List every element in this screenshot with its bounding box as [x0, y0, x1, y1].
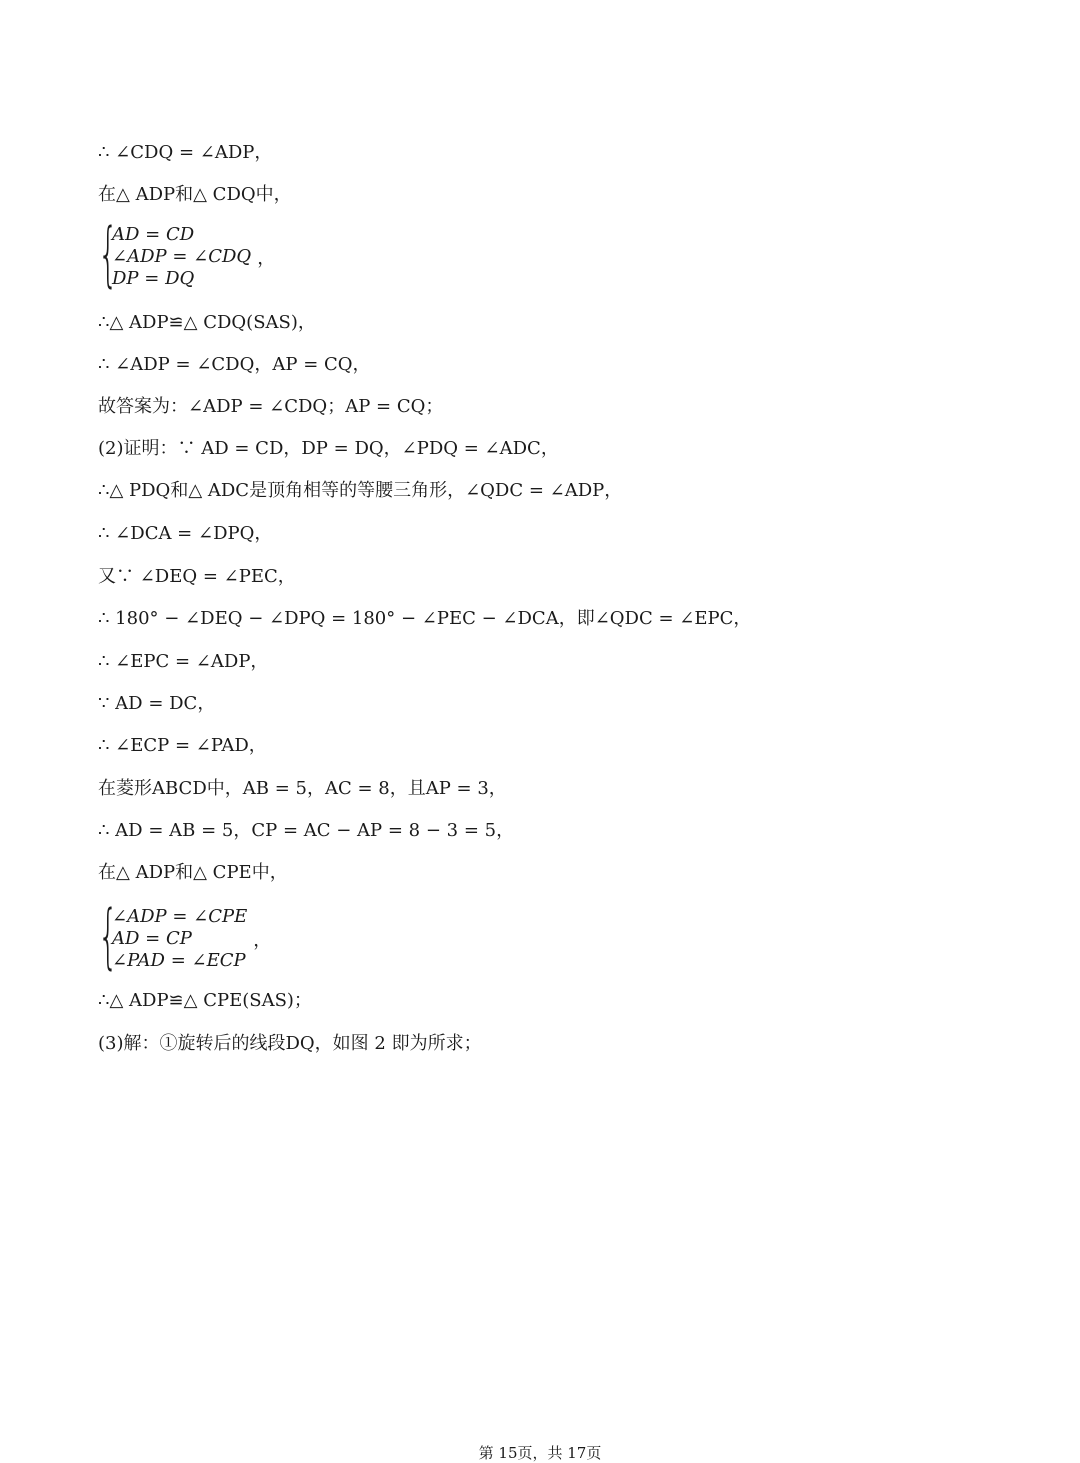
equation-system-1 [98, 213, 276, 295]
left-brace-icon: { [98, 895, 119, 977]
system-row: DP = DQ [112, 268, 195, 289]
proof-line: ∴ 180° − ∠DEQ − ∠DPQ = 180° − ∠PEC − ∠DCA，即∠QDC = ∠EPC， [98, 608, 752, 629]
proof-line: ∴ ∠CDQ = ∠ADP， [98, 142, 273, 163]
proof-line: ∴△ ADP≌△ CDQ(SAS)， [98, 312, 316, 333]
system-row: ∠PAD = ∠ECP [112, 950, 246, 971]
proof-line: 在△ ADP和△ CPE中， [98, 862, 288, 883]
proof-line: ∴ AD = AB = 5，CP = AC − AP = 8 − 3 = 5， [98, 820, 515, 841]
proof-line: ∴△ ADP≌△ CPE(SAS)； [98, 990, 312, 1011]
proof-line: (2)证明：∵ AD = CD，DP = DQ，∠PDQ = ∠ADC， [98, 438, 559, 459]
proof-line: ∴ ∠EPC = ∠ADP， [98, 651, 269, 672]
left-brace-icon: { [98, 213, 119, 295]
equation-system-2 [98, 895, 272, 977]
system-row: ∠ADP = ∠CDQ [112, 246, 252, 267]
system-row: AD = CP [112, 928, 192, 949]
system-row: AD = CD [112, 224, 195, 245]
system-punctuation: ， [257, 248, 276, 269]
page-footer: 第 15页，共 17页 [478, 1444, 602, 1462]
proof-line: ∴ ∠DCA = ∠DPQ， [98, 523, 273, 544]
proof-line: ∴ ∠ECP = ∠PAD， [98, 735, 267, 756]
proof-line: ∴△ PDQ和△ ADC是顶角相等的等腰三角形，∠QDC = ∠ADP， [98, 480, 623, 501]
proof-line: 在△ ADP和△ CDQ中， [98, 184, 292, 205]
proof-line: (3)解：①旋转后的线段DQ，如图 2 即为所求； [98, 1033, 482, 1054]
system-row: ∠ADP = ∠CPE [112, 906, 248, 927]
proof-line: ∵ AD = DC， [98, 693, 216, 714]
proof-line: 故答案为：∠ADP = ∠CDQ；AP = CQ； [98, 396, 444, 417]
proof-line: ∴ ∠ADP = ∠CDQ，AP = CQ， [98, 354, 371, 375]
system-punctuation: ， [253, 930, 272, 951]
proof-line: 在菱形ABCD中，AB = 5，AC = 8，且AP = 3， [98, 778, 507, 799]
proof-line: 又∵ ∠DEQ = ∠PEC， [98, 566, 296, 587]
